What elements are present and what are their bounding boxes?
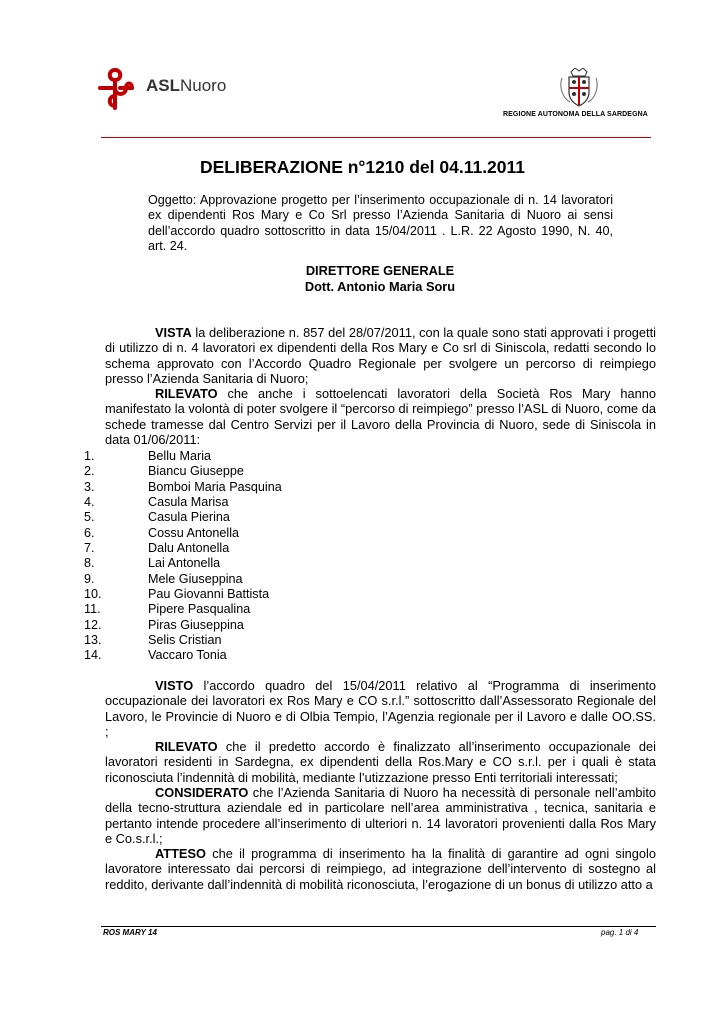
paragraph-lead: ATTESO <box>155 846 206 861</box>
paragraph-vista: VISTA la deliberazione n. 857 del 28/07/2011, con la quale sono stati approvati i progetti di utilizzo di n. 4 lavoratori ex dipendenti della Ros Mary e Co srl di Siniscola, redatti secondo lo schema approvato con l’Accordo Quadro Regionale per svolgere un percorso di reimpiego presso l’Azienda Sanitaria di Nuoro; <box>105 325 656 386</box>
list-item: 2. Biancu Giuseppe <box>84 464 244 479</box>
paragraph-rilevato-2: RILEVATO che il predetto accordo è finalizzato all’inserimento occupazionale dei lavoratori residenti in Sardegna, ex dipendenti della Ros.Mary e CO s.r.l. per i quali è stata riconosciuta l’indennità di mobilità, mediante l’utizzazione presso Enti territoriali interessati; <box>105 739 656 785</box>
list-item: 5. Casula Pierina <box>84 510 230 525</box>
list-item: 12. Piras Giuseppina <box>84 617 244 632</box>
asl-logo-icon <box>98 66 140 110</box>
list-item: 11. Pipere Pasqualina <box>84 602 251 617</box>
director-title: DIRETTORE GENERALE <box>305 263 455 278</box>
header-divider <box>101 137 651 138</box>
footer-document-code: ROS MARY 14 <box>103 928 157 937</box>
paragraph-rilevato-1: RILEVATO che anche i sottoelencati lavoratori della Società Ros Mary hanno manifestato la volontà di poter svolgere il “percorso di reimpiego” presso l’ASL di Nuoro, come da schede tramesse dal Centro Servizi per il Lavoro della Provincia di Nuoro, sede di Siniscola in data 01/06/2011: <box>105 386 656 447</box>
asl-name: ASLNuoro <box>146 76 227 95</box>
list-item: 7. Dalu Antonella <box>84 541 230 556</box>
list-item: 4. Casula Marisa <box>84 495 229 510</box>
paragraph-lead: RILEVATO <box>155 739 218 754</box>
paragraph-lead: CONSIDERATO <box>155 785 249 800</box>
paragraph-lead: VISTO <box>155 678 194 693</box>
list-item: 9. Mele Giuseppina <box>84 571 243 586</box>
page-number: pag. 1 di 4 <box>601 928 639 937</box>
paragraph-visto: VISTO l’accordo quadro del 15/04/2011 relativo al “Programma di inserimento occupazionale dei lavoratori ex Ros Mary e CO s.r.l.” sottoscritto dall’Assessorato Regionale del Lavoro, le Provincie di Nuoro e di Olbia Tempio, l’Agenzia regionale per il Lavoro e dalle OO.SS. ; <box>105 678 656 739</box>
director-name: Dott. Antonio Maria Soru <box>304 279 456 294</box>
paragraph-lead: RILEVATO <box>155 386 218 401</box>
footer-divider <box>101 926 656 927</box>
worker-list <box>84 449 282 664</box>
paragraph-lead: VISTA <box>155 325 192 340</box>
list-item: 14. Vaccaro Tonia <box>84 648 227 663</box>
paragraph-atteso: ATTESO che il programma di inserimento ha la finalità di garantire ad ogni singolo lavoratore interessato dai percorsi di reimpiego, ad integrazione dell’intervento di sostegno al reddito, derivante dall’indennità di mobilità riconosciuta, l’erogazione di un bonus di utilizzo atto a <box>105 846 656 892</box>
region-name: REGIONE AUTONOMA DELLA SARDEGNA <box>503 111 648 118</box>
list-item: 3. Bomboi Maria Pasquina <box>84 479 282 494</box>
list-item: 1. Bellu Maria <box>84 449 211 463</box>
list-item: 10. Pau Giovanni Battista <box>84 587 270 602</box>
document-title: DELIBERAZIONE n°1210 del 04.11.2011 <box>199 157 526 177</box>
subject-text: Oggetto: Approvazione progetto per l’inserimento occupazionale di n. 14 lavoratori ex dipendenti Ros Mary e Co Srl presso l’Azienda Sanitaria di Nuoro ai sensi dell’accordo quadro sottoscritto in data 15/04/2011 . L.R. 22 Agosto 1990, N. 40, art. 24. <box>148 193 613 254</box>
region-emblem-icon <box>556 68 602 108</box>
paragraph-considerato: CONSIDERATO che l’Azienda Sanitaria di Nuoro ha necessità di personale nell’ambito della tecno-struttura aziendale ed in particolare nell’area amministrativa , tecnica, sanitaria e pertanto intende procedere all’inserimento di ulteriori n. 14 lavoratori provenienti dalla Ros Mary e Co.s.r.l.; <box>105 785 656 846</box>
list-item: 6. Cossu Antonella <box>84 525 240 540</box>
list-item: 8. Lai Antonella <box>84 556 221 571</box>
list-item: 13. Selis Cristian <box>84 633 222 648</box>
